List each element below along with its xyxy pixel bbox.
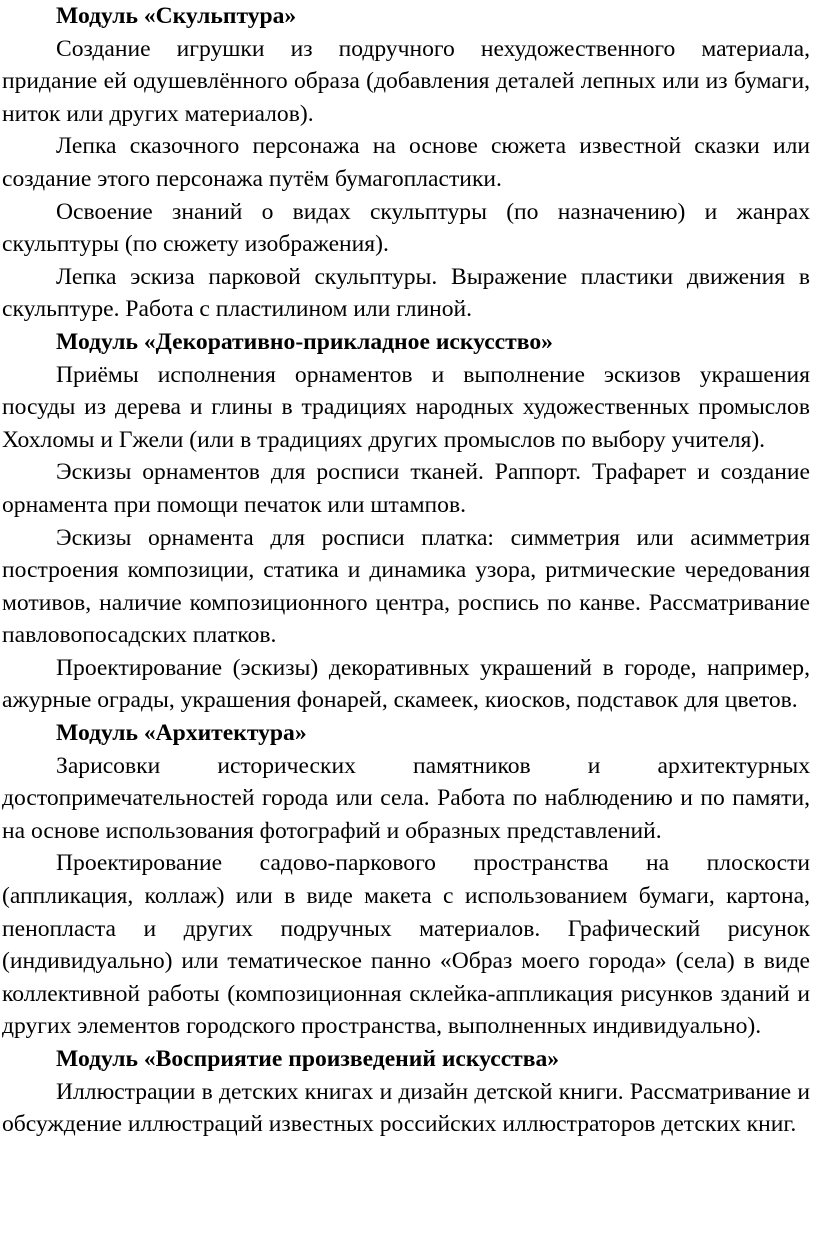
module-heading-sculpture: Модуль «Скульптура» [56, 3, 297, 29]
paragraph: Лепка сказочного персонажа на основе сюжета известной сказки или создание этого персонажа путём бумагопластики. [2, 133, 810, 192]
paragraph: Эскизы орнамента для росписи платка: симметрия или асимметрия построения композиции, статика и динамика узора, ритмические чередования мотивов, наличие композиционного центра, роспись по канве. Рассматривание павловопосадских платков. [2, 524, 810, 649]
module-heading-decorative-arts: Модуль «Декоративно-прикладное искусство» [56, 328, 553, 355]
paragraph: Создание игрушки из подручного нехудожественного материала, придание ей одушевлённого образа (добавления деталей лепных или из бумаги, ниток или других материалов). [2, 35, 810, 127]
paragraph: Зарисовки исторических памятников и архитектурных достопримечательностей города или села. Работа по наблюдению и по памяти, на основе использования фотографий и образных представлений. [2, 752, 810, 844]
paragraph: Проектирование (эскизы) декоративных украшений в городе, например, ажурные ограды, украшения фонарей, скамеек, киосков, подставок для цветов. [2, 654, 810, 714]
paragraph: Приёмы исполнения орнаментов и выполнение эскизов украшения посуды из дерева и глины в традициях народных художественных промыслов Хохломы и Гжели (или в традициях других промыслов по выбору учителя). [2, 361, 810, 453]
paragraph: Освоение знаний о видах скульптуры (по назначению) и жанрах скульптуры (по сюжету изображения). [2, 198, 810, 258]
paragraph: Эскизы орнаментов для росписи тканей. Раппорт. Трафарет и создание орнамента при помощи печаток или штампов. [2, 459, 810, 518]
paragraph: Лепка эскиза парковой скульптуры. Выражение пластики движения в скульптуре. Работа с пластилином или глиной. [2, 263, 810, 323]
module-heading-art-perception: Модуль «Восприятие произведений искусства» [56, 1046, 560, 1072]
paragraph: Иллюстрации в детских книгах и дизайн детской книги. Рассматривание и обсуждение иллюстраций известных российских иллюстраторов детских книг. [2, 1078, 810, 1138]
paragraph: Проектирование садово-паркового пространства на плоскости (аппликация, коллаж) или в виде макета с использованием бумаги, картона, пенопласта и других подручных материалов. Графический рисунок (индивидуально) или тематическое панно «Образ моего города» (села) в виде коллективной работы (композиционная склейка-аппликация рисунков зданий и других элементов городского пространства, выполненных индивидуально). [2, 850, 810, 1040]
module-heading-architecture: Модуль «Архитектура» [56, 720, 307, 747]
